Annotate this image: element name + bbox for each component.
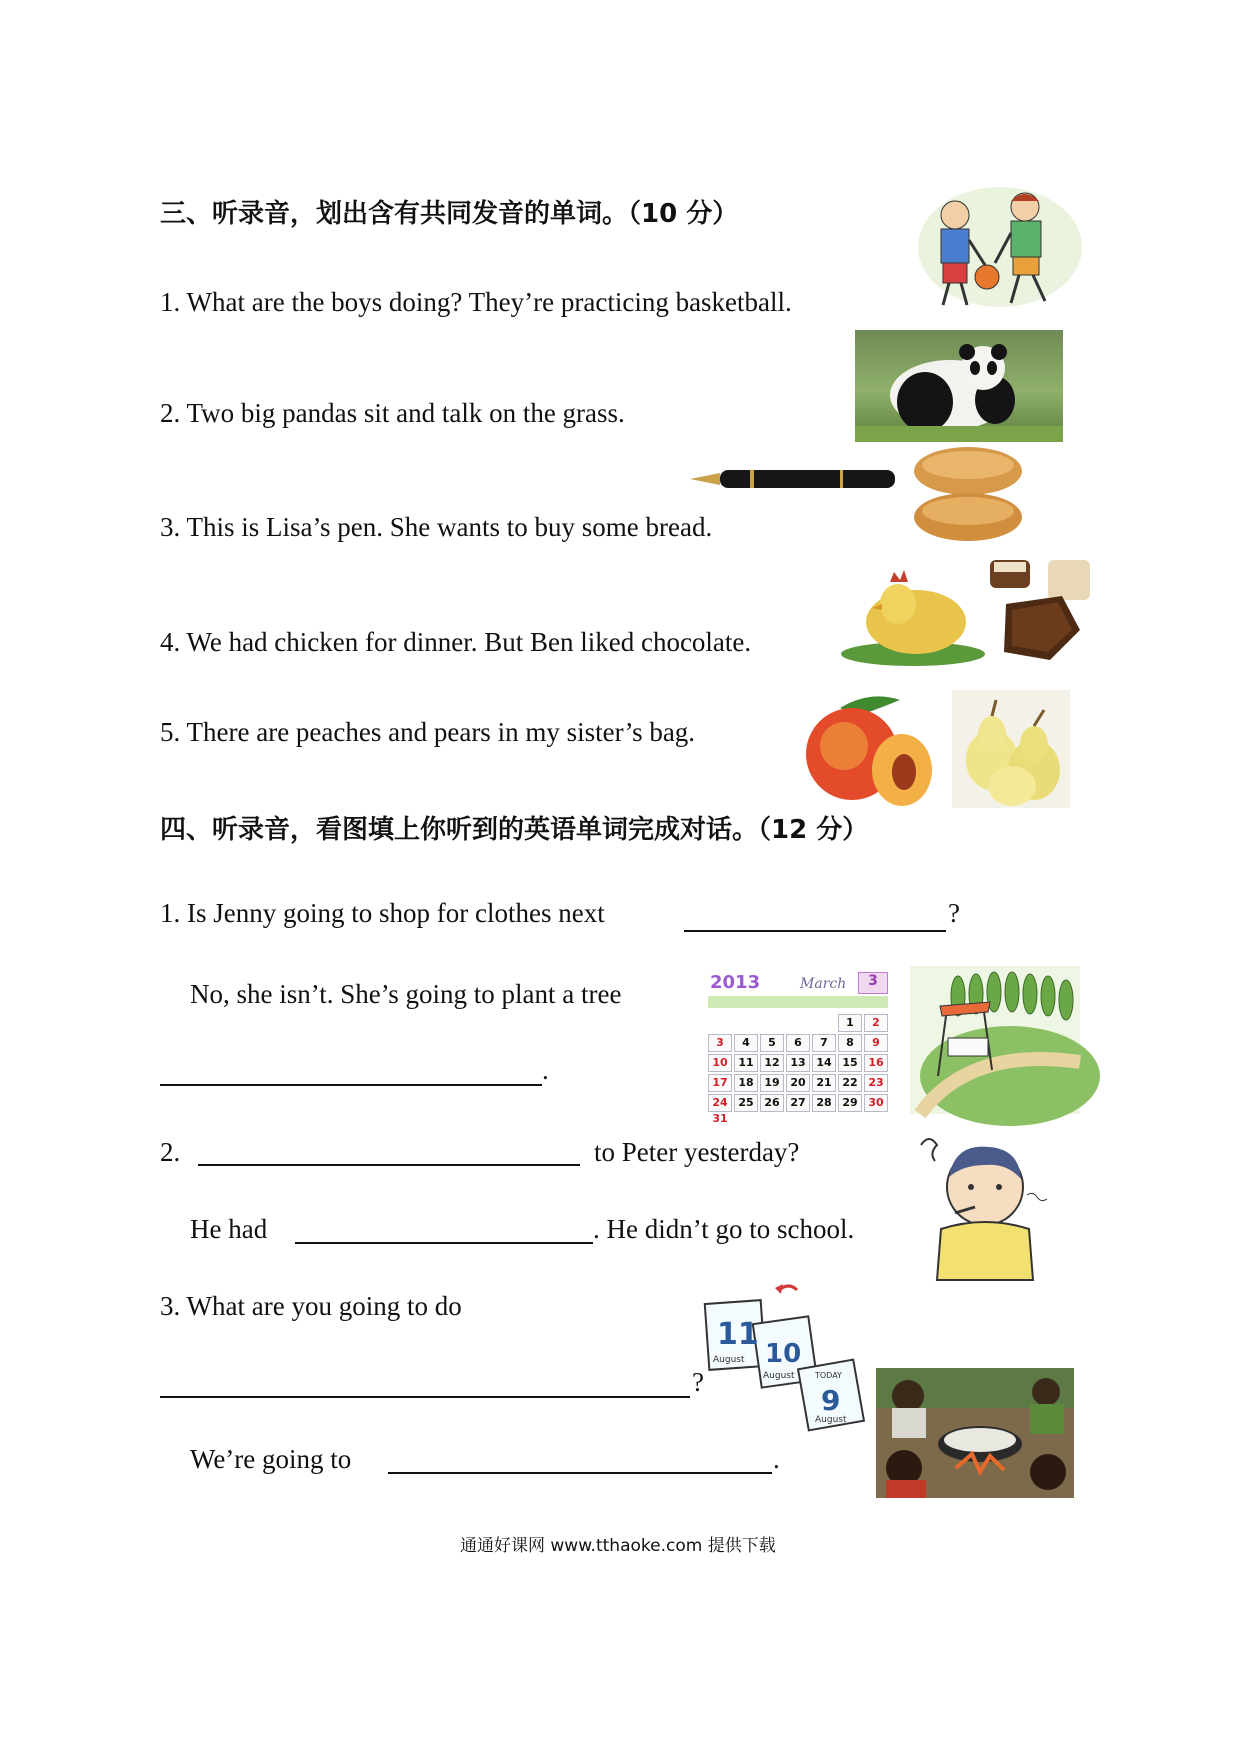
calendar-day: 9: [864, 1034, 888, 1052]
calendar-day: 15: [838, 1054, 862, 1072]
q3-line3a: We’re going to: [190, 1444, 352, 1474]
date-card-day-3: 9: [821, 1384, 841, 1417]
date-card-month-2: August: [763, 1371, 795, 1381]
calendar-day: 1: [838, 1014, 862, 1032]
calendar-day: 10: [708, 1054, 732, 1072]
calendar-day: 26: [760, 1094, 784, 1112]
calendar-day: 6: [786, 1034, 810, 1052]
q3-line2-end: ?: [692, 1367, 704, 1397]
calendar-day: 11: [734, 1054, 758, 1072]
boys-basketball-picture: [915, 185, 1085, 310]
calendar-day: 20: [786, 1074, 810, 1092]
q1-blank-1[interactable]: [684, 930, 946, 932]
pears-picture: [952, 690, 1070, 808]
q3-line1: 3. What are you going to do: [160, 1291, 462, 1321]
calendar-day: 3: [708, 1034, 732, 1052]
calendar-day: [812, 1014, 836, 1032]
s3-item-1: 1. What are the boys doing? They’re practicing basketball.: [160, 287, 792, 317]
calendar-day: 27: [786, 1094, 810, 1112]
calendar-day: 17: [708, 1074, 732, 1092]
date-cards-picture: [705, 1280, 865, 1432]
calendar-picture: [708, 970, 893, 1125]
q3-line3-end: .: [773, 1444, 780, 1474]
peach-picture: [800, 690, 935, 808]
calendar-day: 8: [838, 1034, 862, 1052]
date-card-month-3: August: [815, 1415, 847, 1425]
bread-picture: [910, 443, 1025, 545]
calendar-day: 23: [864, 1074, 888, 1092]
section3-heading: 三、听录音，划出含有共同发音的单词。（10 分）: [160, 199, 739, 229]
s3-item-3: 3. This is Lisa’s pen. She wants to buy some bread.: [160, 512, 713, 542]
calendar-day: 25: [734, 1094, 758, 1112]
footer-credit: 通通好课网 www.tthaoke.com 提供下载: [460, 1536, 776, 1556]
calendar-day: 16: [864, 1054, 888, 1072]
calendar-day: 7: [812, 1034, 836, 1052]
q3-blank-2[interactable]: [388, 1472, 772, 1474]
calendar-day: 13: [786, 1054, 810, 1072]
calendar-day: 4: [734, 1034, 758, 1052]
q1-blank-2[interactable]: [160, 1084, 542, 1086]
calendar-day: 5: [760, 1034, 784, 1052]
date-cards-svg: [705, 1280, 865, 1432]
calendar-day: 22: [838, 1074, 862, 1092]
pen-picture: [690, 462, 895, 496]
calendar-day: 30: [864, 1094, 888, 1112]
q2-line2a: He had: [190, 1214, 268, 1244]
panda-picture: [855, 330, 1063, 442]
calendar-day: 28: [812, 1094, 836, 1112]
date-card-day-2: 10: [765, 1339, 802, 1369]
park-swing-picture: [910, 966, 1080, 1114]
chocolate-picture: [990, 560, 1090, 665]
calendar-day: 21: [812, 1074, 836, 1092]
s3-item-5: 5. There are peaches and pears in my sister’s bag.: [160, 717, 696, 747]
date-card-month-1: August: [713, 1355, 745, 1365]
q2-line1: to Peter yesterday?: [594, 1137, 800, 1167]
calendar-day: [760, 1014, 784, 1032]
calendar-day: 12: [760, 1054, 784, 1072]
s3-item-2: 2. Two big pandas sit and talk on the grass.: [160, 398, 625, 428]
calendar-day: [708, 1014, 732, 1032]
sick-boy-picture: [915, 1125, 1050, 1280]
calendar-day: 14: [812, 1054, 836, 1072]
q1-line3-end: .: [542, 1055, 549, 1085]
calendar-day: 2: [864, 1014, 888, 1032]
chicken-picture: [838, 560, 988, 668]
q2-blank-1[interactable]: [198, 1164, 580, 1166]
date-card-today: TODAY: [815, 1371, 842, 1380]
calendar-grid: [708, 1014, 888, 1125]
q2-blank-2[interactable]: [295, 1242, 593, 1244]
q3-blank-1[interactable]: [160, 1396, 690, 1398]
q2-number: 2.: [160, 1137, 181, 1167]
calendar-day: [734, 1014, 758, 1032]
calendar-day: 24 31: [708, 1094, 732, 1112]
calendar-month: March: [800, 976, 847, 992]
calendar-day: [786, 1014, 810, 1032]
q2-line2b: . He didn’t go to school.: [593, 1214, 855, 1244]
calendar-day: 18: [734, 1074, 758, 1092]
calendar-badge: 3: [858, 972, 888, 994]
calendar-day: 29: [838, 1094, 862, 1112]
campfire-picture: [876, 1368, 1074, 1498]
q1-end: ?: [948, 898, 960, 928]
calendar-year: 2013: [710, 972, 761, 993]
calendar-day: 19: [760, 1074, 784, 1092]
section4-heading: 四、听录音，看图填上你听到的英语单词完成对话。（12 分）: [160, 815, 869, 845]
date-card-day-1: 11: [717, 1317, 759, 1352]
s3-item-4: 4. We had chicken for dinner. But Ben liked chocolate.: [160, 627, 752, 657]
q1-line1: 1. Is Jenny going to shop for clothes next: [160, 898, 605, 928]
q1-line2: No, she isn’t. She’s going to plant a tree: [190, 979, 622, 1009]
